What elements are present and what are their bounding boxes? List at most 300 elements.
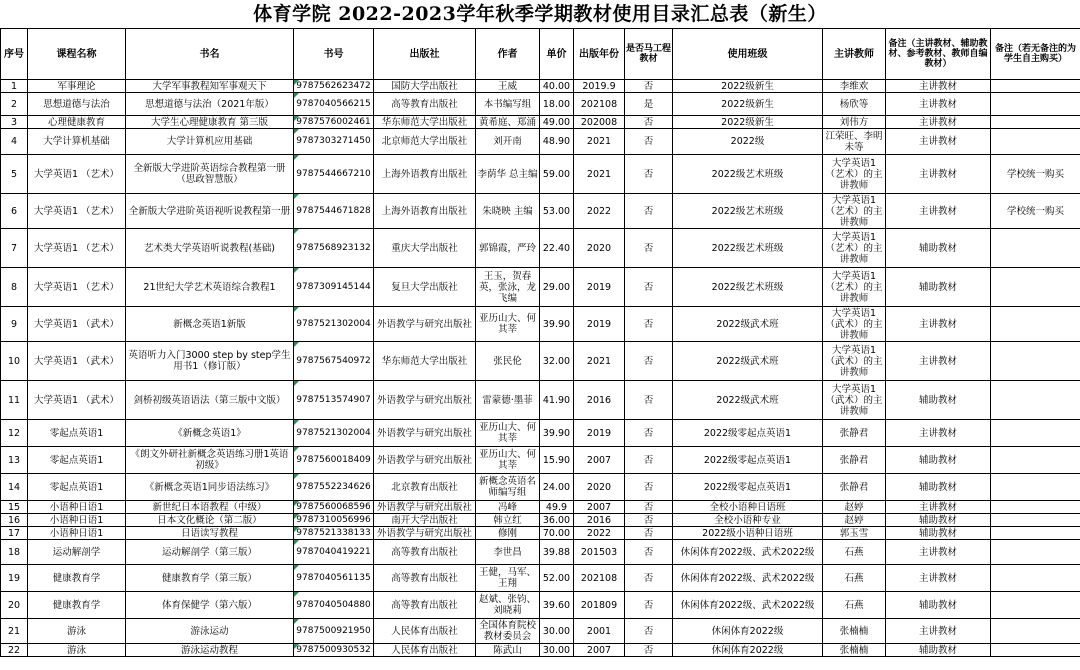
cell-marx[interactable]: 否 (625, 194, 673, 229)
cell-class[interactable]: 2022级武术班 (673, 381, 823, 420)
cell-author[interactable]: 冯峰 (476, 501, 540, 514)
cell-course[interactable]: 大学英语1 （武术） (28, 307, 126, 342)
cell-price[interactable]: 49.00 (540, 116, 574, 129)
cell-price[interactable]: 30.00 (540, 619, 574, 644)
cell-teacher[interactable]: 大学英语1（艺术）的主讲教师 (823, 155, 886, 194)
cell-seq[interactable]: 15 (1, 501, 28, 514)
cell-isbn[interactable]: 9787040419221 (294, 540, 374, 565)
cell-teacher[interactable]: 大学英语1（武术）的主讲教师 (823, 381, 886, 420)
cell-author[interactable]: 亚历山大、何其莘 (476, 420, 540, 447)
cell-course[interactable]: 小语种日语1 (28, 514, 126, 527)
cell-book[interactable]: 全新版大学进阶英语综合教程第一册（思政智慧版） (126, 155, 294, 194)
cell-author[interactable]: 李世昌 (476, 540, 540, 565)
cell-teacher[interactable]: 赵婷 (823, 514, 886, 527)
cell-note1[interactable]: 辅助教材 (886, 229, 991, 268)
cell-class[interactable]: 休闲体育2022级 (673, 644, 823, 657)
cell-publisher[interactable]: 高等教育出版社 (374, 592, 476, 619)
cell-note1[interactable]: 主讲教材 (886, 194, 991, 229)
cell-seq[interactable]: 7 (1, 229, 28, 268)
cell-isbn[interactable]: 9787310056996 (294, 514, 374, 527)
cell-course[interactable]: 大学英语1 （艺术） (28, 194, 126, 229)
cell-course[interactable]: 游泳 (28, 619, 126, 644)
cell-note2[interactable] (991, 644, 1080, 657)
cell-note1[interactable]: 主讲教材 (886, 540, 991, 565)
cell-isbn[interactable]: 9787521302004 (294, 420, 374, 447)
cell-teacher[interactable]: 张静君 (823, 447, 886, 474)
table-row (1, 155, 1080, 194)
cell-year[interactable]: 2016 (574, 381, 625, 420)
cell-note2[interactable] (991, 540, 1080, 565)
cell-course[interactable]: 大学英语1 （武术） (28, 342, 126, 381)
cell-note2[interactable] (991, 129, 1080, 155)
cell-year[interactable]: 2007 (574, 644, 625, 657)
cell-publisher[interactable]: 外语教学与研究出版社 (374, 381, 476, 420)
cell-isbn[interactable]: 9787568923132 (294, 229, 374, 268)
cell-note1[interactable]: 主讲教材 (886, 307, 991, 342)
cell-year[interactable]: 2021 (574, 129, 625, 155)
cell-price[interactable]: 41.90 (540, 381, 574, 420)
cell-class[interactable]: 2022级艺术班级 (673, 268, 823, 307)
cell-publisher[interactable]: 外语教学与研究出版社 (374, 447, 476, 474)
cell-publisher[interactable]: 高等教育出版社 (374, 565, 476, 592)
cell-year[interactable]: 2022 (574, 194, 625, 229)
cell-marx[interactable]: 是 (625, 93, 673, 116)
cell-note1[interactable]: 辅助教材 (886, 592, 991, 619)
cell-price[interactable]: 36.00 (540, 514, 574, 527)
cell-price[interactable]: 49.9 (540, 501, 574, 514)
cell-author[interactable]: 黄希庭、郑涌 (476, 116, 540, 129)
cell-author[interactable]: 张民伦 (476, 342, 540, 381)
cell-price[interactable]: 48.90 (540, 129, 574, 155)
cell-note1[interactable]: 主讲教材 (886, 619, 991, 644)
cell-note2[interactable] (991, 229, 1080, 268)
cell-class[interactable]: 2022级小语种日语班 (673, 527, 823, 540)
cell-isbn[interactable]: 9787576002461 (294, 116, 374, 129)
cell-book[interactable]: 健康教育学（第三版） (126, 565, 294, 592)
cell-seq[interactable]: 20 (1, 592, 28, 619)
cell-publisher[interactable]: 外语教学与研究出版社 (374, 420, 476, 447)
cell-publisher[interactable]: 高等教育出版社 (374, 93, 476, 116)
cell-marx[interactable]: 否 (625, 342, 673, 381)
cell-seq[interactable]: 14 (1, 474, 28, 501)
cell-marx[interactable]: 否 (625, 565, 673, 592)
cell-publisher[interactable]: 华东师范大学出版社 (374, 116, 476, 129)
cell-marx[interactable]: 否 (625, 420, 673, 447)
cell-note2[interactable] (991, 93, 1080, 116)
cell-book[interactable]: 大学军事教程知军事观天下 (126, 80, 294, 93)
cell-book[interactable]: 全新版大学进阶英语视听说教程第一册 (126, 194, 294, 229)
cell-isbn[interactable]: 9787567540972 (294, 342, 374, 381)
cell-isbn[interactable]: 9787513574907 (294, 381, 374, 420)
cell-seq[interactable]: 2 (1, 93, 28, 116)
cell-teacher[interactable]: 大学英语1（艺术）的主讲教师 (823, 268, 886, 307)
cell-course[interactable]: 大学英语1 （艺术） (28, 229, 126, 268)
cell-isbn[interactable]: 9787521338133 (294, 527, 374, 540)
cell-teacher[interactable]: 江荣旺、李明未等 (823, 129, 886, 155)
cell-note1[interactable]: 辅助教材 (886, 447, 991, 474)
cell-year[interactable]: 2019 (574, 420, 625, 447)
cell-year[interactable]: 202108 (574, 565, 625, 592)
cell-author[interactable]: 雷蒙德·墨菲 (476, 381, 540, 420)
cell-isbn[interactable]: 9787309145144 (294, 268, 374, 307)
cell-course[interactable]: 零起点英语1 (28, 474, 126, 501)
cell-teacher[interactable]: 刘伟方 (823, 116, 886, 129)
cell-isbn[interactable]: 9787500930532 (294, 644, 374, 657)
cell-isbn[interactable]: 9787544671828 (294, 194, 374, 229)
cell-marx[interactable]: 否 (625, 501, 673, 514)
cell-publisher[interactable]: 重庆大学出版社 (374, 229, 476, 268)
cell-author[interactable]: 修刚 (476, 527, 540, 540)
cell-note2[interactable] (991, 565, 1080, 592)
cell-note2[interactable] (991, 527, 1080, 540)
cell-teacher[interactable]: 张楠楠 (823, 619, 886, 644)
cell-note2[interactable] (991, 447, 1080, 474)
cell-course[interactable]: 健康教育学 (28, 592, 126, 619)
cell-class[interactable]: 2022级武术班 (673, 342, 823, 381)
cell-marx[interactable]: 否 (625, 474, 673, 501)
cell-book[interactable]: 大学计算机应用基础 (126, 129, 294, 155)
cell-author[interactable]: 王玉，贺春英，张泳，龙飞编 (476, 268, 540, 307)
cell-teacher[interactable]: 张楠楠 (823, 644, 886, 657)
cell-publisher[interactable]: 华东师范大学出版社 (374, 342, 476, 381)
cell-price[interactable]: 39.90 (540, 420, 574, 447)
cell-teacher[interactable]: 大学英语1（艺术）的主讲教师 (823, 194, 886, 229)
cell-course[interactable]: 大学英语1 （艺术） (28, 155, 126, 194)
cell-class[interactable]: 2022级零起点英语1 (673, 447, 823, 474)
cell-price[interactable]: 39.60 (540, 592, 574, 619)
cell-class[interactable]: 2022级艺术班级 (673, 229, 823, 268)
cell-class[interactable]: 2022级艺术班级 (673, 155, 823, 194)
cell-teacher[interactable]: 张静君 (823, 420, 886, 447)
header-row (1, 29, 1080, 80)
cell-seq[interactable]: 10 (1, 342, 28, 381)
cell-price[interactable]: 15.90 (540, 447, 574, 474)
cell-marx[interactable]: 否 (625, 129, 673, 155)
cell-author[interactable]: 陈武山 (476, 644, 540, 657)
cell-note1[interactable]: 辅助教材 (886, 474, 991, 501)
cell-author[interactable]: 刘开南 (476, 129, 540, 155)
cell-publisher[interactable]: 外语教学与研究出版社 (374, 527, 476, 540)
cell-class[interactable]: 2022级新生 (673, 93, 823, 116)
cell-note2[interactable] (991, 619, 1080, 644)
cell-course[interactable]: 运动解剖学 (28, 540, 126, 565)
cell-author[interactable]: 本书编写组 (476, 93, 540, 116)
cell-publisher[interactable]: 复旦大学出版社 (374, 268, 476, 307)
cell-price[interactable]: 24.00 (540, 474, 574, 501)
cell-seq[interactable]: 6 (1, 194, 28, 229)
cell-seq[interactable]: 5 (1, 155, 28, 194)
cell-seq[interactable]: 4 (1, 129, 28, 155)
cell-year[interactable]: 2016 (574, 514, 625, 527)
cell-year[interactable]: 2019 (574, 268, 625, 307)
cell-book[interactable]: 《新概念英语1》 (126, 420, 294, 447)
cell-publisher[interactable]: 南开大学出版社 (374, 514, 476, 527)
cell-year[interactable]: 2020 (574, 229, 625, 268)
cell-seq[interactable]: 8 (1, 268, 28, 307)
cell-marx[interactable]: 否 (625, 80, 673, 93)
cell-seq[interactable]: 3 (1, 116, 28, 129)
cell-note1[interactable]: 主讲教材 (886, 93, 991, 116)
cell-course[interactable]: 零起点英语1 (28, 447, 126, 474)
cell-isbn[interactable]: 9787544667210 (294, 155, 374, 194)
cell-marx[interactable]: 否 (625, 268, 673, 307)
cell-price[interactable]: 30.00 (540, 644, 574, 657)
cell-note1[interactable]: 主讲教材 (886, 342, 991, 381)
cell-note2[interactable] (991, 420, 1080, 447)
cell-note2[interactable] (991, 307, 1080, 342)
cell-year[interactable]: 2001 (574, 619, 625, 644)
cell-teacher[interactable]: 大学英语1（武术）的主讲教师 (823, 307, 886, 342)
cell-price[interactable]: 22.40 (540, 229, 574, 268)
cell-price[interactable]: 18.00 (540, 93, 574, 116)
table-row (1, 644, 1080, 657)
cell-publisher[interactable]: 外语教学与研究出版社 (374, 307, 476, 342)
cell-publisher[interactable]: 上海外语教育出版社 (374, 194, 476, 229)
cell-book[interactable]: 日语读写教程 (126, 527, 294, 540)
cell-isbn[interactable]: 9787040504880 (294, 592, 374, 619)
cell-seq[interactable]: 1 (1, 80, 28, 93)
cell-class[interactable]: 全校小语种日语班 (673, 501, 823, 514)
cell-marx[interactable]: 否 (625, 619, 673, 644)
cell-author[interactable]: 王健，马军、王翔 (476, 565, 540, 592)
cell-note1[interactable]: 主讲教材 (886, 420, 991, 447)
cell-marx[interactable]: 否 (625, 447, 673, 474)
cell-note2[interactable] (991, 592, 1080, 619)
cell-seq[interactable]: 18 (1, 540, 28, 565)
cell-note1[interactable]: 辅助教材 (886, 527, 991, 540)
cell-year[interactable]: 2021 (574, 342, 625, 381)
cell-teacher[interactable]: 石燕 (823, 565, 886, 592)
cell-course[interactable]: 小语种日语1 (28, 527, 126, 540)
cell-price[interactable]: 52.00 (540, 565, 574, 592)
cell-class[interactable]: 休闲体育2022级、武术2022级 (673, 565, 823, 592)
cell-seq[interactable]: 11 (1, 381, 28, 420)
cell-book[interactable]: 体育保健学（第六版） (126, 592, 294, 619)
cell-isbn[interactable]: 9787562623472 (294, 80, 374, 93)
cell-publisher[interactable]: 高等教育出版社 (374, 540, 476, 565)
cell-price[interactable]: 59.00 (540, 155, 574, 194)
cell-teacher[interactable]: 石燕 (823, 592, 886, 619)
cell-course[interactable]: 大学英语1 （武术） (28, 381, 126, 420)
cell-marx[interactable]: 否 (625, 155, 673, 194)
cell-isbn[interactable]: 9787560068596 (294, 501, 374, 514)
cell-publisher[interactable]: 北京教育出版社 (374, 474, 476, 501)
cell-author[interactable]: 郭锦霞，严玲 (476, 229, 540, 268)
cell-price[interactable]: 39.88 (540, 540, 574, 565)
cell-class[interactable]: 休闲体育2022级、武术2022级 (673, 540, 823, 565)
cell-teacher[interactable]: 赵婷 (823, 501, 886, 514)
cell-year[interactable]: 2019 (574, 307, 625, 342)
cell-class[interactable]: 2022级武术班 (673, 307, 823, 342)
cell-course[interactable]: 零起点英语1 (28, 420, 126, 447)
cell-book[interactable]: 游泳运动 (126, 619, 294, 644)
cell-note2[interactable] (991, 342, 1080, 381)
cell-seq[interactable]: 19 (1, 565, 28, 592)
cell-note1[interactable]: 辅助教材 (886, 644, 991, 657)
cell-book[interactable]: 《朗文外研社新概念英语练习册1英语初级》 (126, 447, 294, 474)
header-course: 课程名称 (28, 29, 126, 80)
cell-author[interactable]: 全国体育院校教材委员会 (476, 619, 540, 644)
cell-book[interactable]: 思想道德与法治（2021年版） (126, 93, 294, 116)
cell-book[interactable]: 新世纪日本语教程（中级） (126, 501, 294, 514)
cell-class[interactable]: 2022级 (673, 129, 823, 155)
cell-course[interactable]: 心理健康教育 (28, 116, 126, 129)
cell-note1[interactable]: 主讲教材 (886, 501, 991, 514)
cell-year[interactable]: 202008 (574, 116, 625, 129)
cell-note2[interactable] (991, 514, 1080, 527)
cell-publisher[interactable]: 人民体育出版社 (374, 644, 476, 657)
cell-author[interactable]: 朱晓映 主编 (476, 194, 540, 229)
cell-year[interactable]: 2007 (574, 501, 625, 514)
cell-book[interactable]: 剑桥初级英语语法（第三版中文版） (126, 381, 294, 420)
cell-author[interactable]: 赵斌、张钧、刘晓莉 (476, 592, 540, 619)
cell-note1[interactable]: 主讲教材 (886, 565, 991, 592)
cell-class[interactable]: 2022级零起点英语1 (673, 420, 823, 447)
cell-course[interactable]: 小语种日语1 (28, 501, 126, 514)
header-marx: 是否马工程教材 (625, 29, 673, 80)
cell-class[interactable]: 休闲体育2022级 (673, 619, 823, 644)
cell-book[interactable]: 游泳运动教程 (126, 644, 294, 657)
cell-teacher[interactable]: 李维欢 (823, 80, 886, 93)
cell-note2[interactable] (991, 80, 1080, 93)
cell-isbn[interactable]: 9787500921950 (294, 619, 374, 644)
cell-publisher[interactable]: 外语教学与研究出版社 (374, 501, 476, 514)
cell-book[interactable]: 英语听力入门3000 step by step学生用书1（修订版） (126, 342, 294, 381)
cell-teacher[interactable]: 郭玉雪 (823, 527, 886, 540)
cell-course[interactable]: 思想道德与法治 (28, 93, 126, 116)
cell-year[interactable]: 202108 (574, 93, 625, 116)
cell-book[interactable]: 大学生心理健康教育 第三版 (126, 116, 294, 129)
cell-author[interactable]: 韩立红 (476, 514, 540, 527)
table-row (1, 93, 1080, 116)
cell-class[interactable]: 休闲体育2022级、武术2022级 (673, 592, 823, 619)
cell-seq[interactable]: 21 (1, 619, 28, 644)
cell-note1[interactable]: 主讲教材 (886, 129, 991, 155)
cell-isbn[interactable]: 9787560018409 (294, 447, 374, 474)
cell-price[interactable]: 39.90 (540, 307, 574, 342)
cell-note2[interactable] (991, 474, 1080, 501)
table-row (1, 474, 1080, 501)
cell-note2[interactable] (991, 268, 1080, 307)
table-body (1, 80, 1080, 657)
cell-book[interactable]: 运动解剖学（第三版） (126, 540, 294, 565)
cell-isbn[interactable]: 9787552234626 (294, 474, 374, 501)
cell-author[interactable]: 王威 (476, 80, 540, 93)
cell-course[interactable]: 大学计算机基础 (28, 129, 126, 155)
cell-teacher[interactable]: 杨欣等 (823, 93, 886, 116)
cell-book[interactable]: 《新概念英语1同步语法练习》 (126, 474, 294, 501)
table-row (1, 268, 1080, 307)
cell-author[interactable]: 亚历山大、何其莘 (476, 307, 540, 342)
cell-seq[interactable]: 16 (1, 514, 28, 527)
cell-class[interactable]: 2022级零起点英语1 (673, 474, 823, 501)
cell-marx[interactable]: 否 (625, 381, 673, 420)
header-author: 作者 (476, 29, 540, 80)
cell-seq[interactable]: 12 (1, 420, 28, 447)
cell-marx[interactable]: 否 (625, 229, 673, 268)
cell-marx[interactable]: 否 (625, 514, 673, 527)
cell-marx[interactable]: 否 (625, 592, 673, 619)
cell-course[interactable]: 大学英语1 （艺术） (28, 268, 126, 307)
header-note2: 备注（若无备注的为学生自主购买） (991, 29, 1080, 80)
cell-marx[interactable]: 否 (625, 540, 673, 565)
cell-year[interactable]: 2021 (574, 155, 625, 194)
cell-book[interactable]: 新概念英语1新版 (126, 307, 294, 342)
cell-price[interactable]: 29.00 (540, 268, 574, 307)
cell-isbn[interactable]: 9787040561135 (294, 565, 374, 592)
cell-isbn[interactable]: 9787521302004 (294, 307, 374, 342)
cell-publisher[interactable]: 人民体育出版社 (374, 619, 476, 644)
cell-book[interactable]: 21世纪大学艺术英语综合教程1 (126, 268, 294, 307)
cell-price[interactable]: 40.00 (540, 80, 574, 93)
cell-course[interactable]: 游泳 (28, 644, 126, 657)
cell-marx[interactable]: 否 (625, 116, 673, 129)
cell-publisher[interactable]: 北京师范大学出版社 (374, 129, 476, 155)
cell-year[interactable]: 2019.9 (574, 80, 625, 93)
cell-price[interactable]: 70.00 (540, 527, 574, 540)
cell-class[interactable]: 全校小语种专业 (673, 514, 823, 527)
cell-price[interactable]: 53.00 (540, 194, 574, 229)
cell-note1[interactable]: 辅助教材 (886, 514, 991, 527)
cell-marx[interactable]: 否 (625, 307, 673, 342)
cell-teacher[interactable]: 张静君 (823, 474, 886, 501)
cell-book[interactable]: 艺术类大学英语听说教程(基础) (126, 229, 294, 268)
cell-price[interactable]: 32.00 (540, 342, 574, 381)
cell-class[interactable]: 2022级艺术班级 (673, 194, 823, 229)
cell-seq[interactable]: 13 (1, 447, 28, 474)
table-row (1, 307, 1080, 342)
cell-note2[interactable]: 学校统一购买 (991, 155, 1080, 194)
cell-seq[interactable]: 17 (1, 527, 28, 540)
cell-note1[interactable]: 主讲教材 (886, 116, 991, 129)
cell-year[interactable]: 201809 (574, 592, 625, 619)
cell-teacher[interactable]: 大学英语1（武术）的主讲教师 (823, 342, 886, 381)
cell-note1[interactable]: 辅助教材 (886, 268, 991, 307)
cell-note2[interactable] (991, 501, 1080, 514)
cell-marx[interactable]: 否 (625, 644, 673, 657)
cell-isbn[interactable]: 9787040566215 (294, 93, 374, 116)
cell-seq[interactable]: 22 (1, 644, 28, 657)
cell-note2[interactable] (991, 381, 1080, 420)
cell-publisher[interactable]: 上海外语教育出版社 (374, 155, 476, 194)
cell-book[interactable]: 日本文化概论（第二版） (126, 514, 294, 527)
header-book: 书名 (126, 29, 294, 80)
cell-note1[interactable]: 主讲教材 (886, 80, 991, 93)
cell-author[interactable]: 亚历山大、何其莘 (476, 447, 540, 474)
cell-year[interactable]: 2020 (574, 474, 625, 501)
cell-course[interactable]: 健康教育学 (28, 565, 126, 592)
cell-note1[interactable]: 主讲教材 (886, 155, 991, 194)
cell-publisher[interactable]: 国防大学出版社 (374, 80, 476, 93)
cell-year[interactable]: 2022 (574, 527, 625, 540)
cell-author[interactable]: 李荫华 总主编 (476, 155, 540, 194)
header-seq: 序号 (1, 29, 28, 80)
cell-teacher[interactable]: 石燕 (823, 540, 886, 565)
cell-seq[interactable]: 9 (1, 307, 28, 342)
cell-marx[interactable]: 否 (625, 527, 673, 540)
cell-year[interactable]: 201503 (574, 540, 625, 565)
cell-note1[interactable]: 辅助教材 (886, 381, 991, 420)
cell-isbn[interactable]: 9787303271450 (294, 129, 374, 155)
cell-teacher[interactable]: 大学英语1（艺术）的主讲教师 (823, 229, 886, 268)
cell-year[interactable]: 2007 (574, 447, 625, 474)
cell-author[interactable]: 新概念英语名师编写组 (476, 474, 540, 501)
cell-class[interactable]: 2022级新生 (673, 116, 823, 129)
cell-class[interactable]: 2022级新生 (673, 80, 823, 93)
cell-note2[interactable]: 学校统一购买 (991, 194, 1080, 229)
cell-note2[interactable] (991, 116, 1080, 129)
cell-course[interactable]: 军事理论 (28, 80, 126, 93)
